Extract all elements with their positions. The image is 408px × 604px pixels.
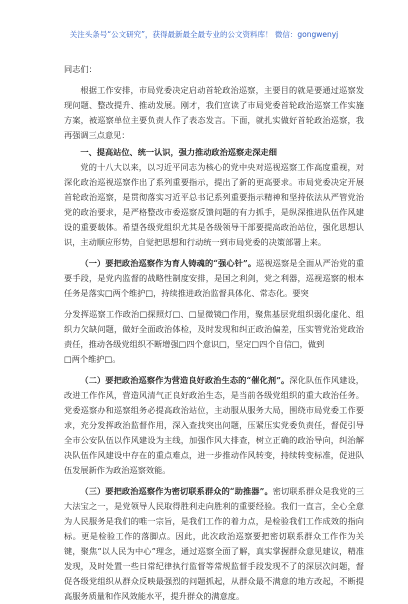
point-3-body: 密切联系群众是我党的三大法宝之一，是党领导人民取得胜利走向胜利的重要经验。我们一直言，全心全意为人民服务是我们的唯一宗旨，是我们工作的着力点，是检验我们工作成效的指向标。更是检验工作的落脚点。因此，此次政治巡察要把密切联系群众工作作为关键，聚焦“以人民为中心”理念，通过巡察全面了解，真实掌握群众意见建议，精准发现，及时处置一些日常纪律执行监督等常规监督手段发现不了的深层次问题，督促各级党组织从群众反映最强烈的问题抓起，从群众最不满意的地方改起，不断提高服务质量和作风效能水平，提升群众的满意度。 xyxy=(64,486,364,601)
point-1-body: 巡视巡察是全面从严治党的重要手段，是党内监督的战略性制度安排，是国之利剑，党之利器，巡视巡察的根本任务是落实□两个维护□，持续推进政治监督具体化、常态化。要突 xyxy=(64,258,364,298)
section-1-heading: 一、提高站位、统一认识，强力推动政治巡察走深走细 xyxy=(80,147,277,157)
point-2-body: 深化队伍作风建设，改进工作作风，营造风清气正良好政治生态，是当前各级党组织的重大政治任务。党委巡察办和巡察组务必提高政治站位，主动服从服务大局，围绕市局党委工作要求，充分发挥政治监督作用，深入查找突出问题，压紧压实党委负责任，督促引导全市公安队伍以作风建设为主线，加强作风大排查，树立正确的政治导向，纠治解决队伍作风建设中存在的重点难点，进一步推动作风转变，持续转变标准，促进队伍发展新作为政治巡察效能。 xyxy=(64,375,364,475)
section-1-paragraph: 党的十八大以来，以习近平同志为核心的党中央对巡视巡察工作高度重视，对深化政治巡视巡察作出了系列重要指示，提出了新的更高要求。市局党委决定开展首轮政治巡察，是贯彻落实习近平总书记系列重要指示精神和坚持依法从严管党治党的政治要求，是严格整改市委巡察反馈问题的有力抓手，是纵深推进队伍作风建设的重要载体。希望各级党组织尤其是各级领导干部要提高政治站位，强化思想认识，主动顺应形势，自觉把思想和行动统一到市局党委的决策部署上来。 xyxy=(64,162,364,247)
document-body xyxy=(64,62,364,604)
point-1-paragraph xyxy=(64,256,364,301)
intro-paragraph: 根据工作安排，市局党委决定启动首轮政治巡察，主要目的就是要通过巡察发现问题、整改提升、推动发展。刚才，我们宣读了市局党委首轮政治巡察工作实施方案，被巡察单位主要负责人作了表态发言。下面，就扎实做好首轮政治巡察，我再强调三点意见： xyxy=(64,85,364,140)
point-1-continuation: 分发挥巡察工作政治□探照灯□、□显微镜□作用，聚焦基层党组织弱化虚化、组织力欠缺问题，做好全面政治体检，及时发现和纠正政治偏差，压实管党治党政治责任，推动各级党组织不断增强□四个意识□，坚定□四个自信□，做到 xyxy=(64,309,364,349)
point-3-paragraph xyxy=(64,484,364,604)
header-banner[interactable]: 关注头条号“公文研究”，获得最新最全最专业的公文资料库！ 微信：gongwenyj xyxy=(69,30,339,39)
point-2-paragraph xyxy=(64,373,364,478)
point-2-heading: （二）要把政治巡察作为营造良好政治生态的“催化剂”。 xyxy=(80,375,290,385)
point-1-heading: （一）要把政治巡察作为育人铸魂的“强心针”。 xyxy=(80,258,257,268)
salutation: 同志们： xyxy=(64,64,97,74)
point-1-continuation-end: □两个维护□。 xyxy=(64,354,121,364)
point-3-heading: （三）要把政治巡察作为密切联系群众的“助推器”。 xyxy=(80,486,273,496)
